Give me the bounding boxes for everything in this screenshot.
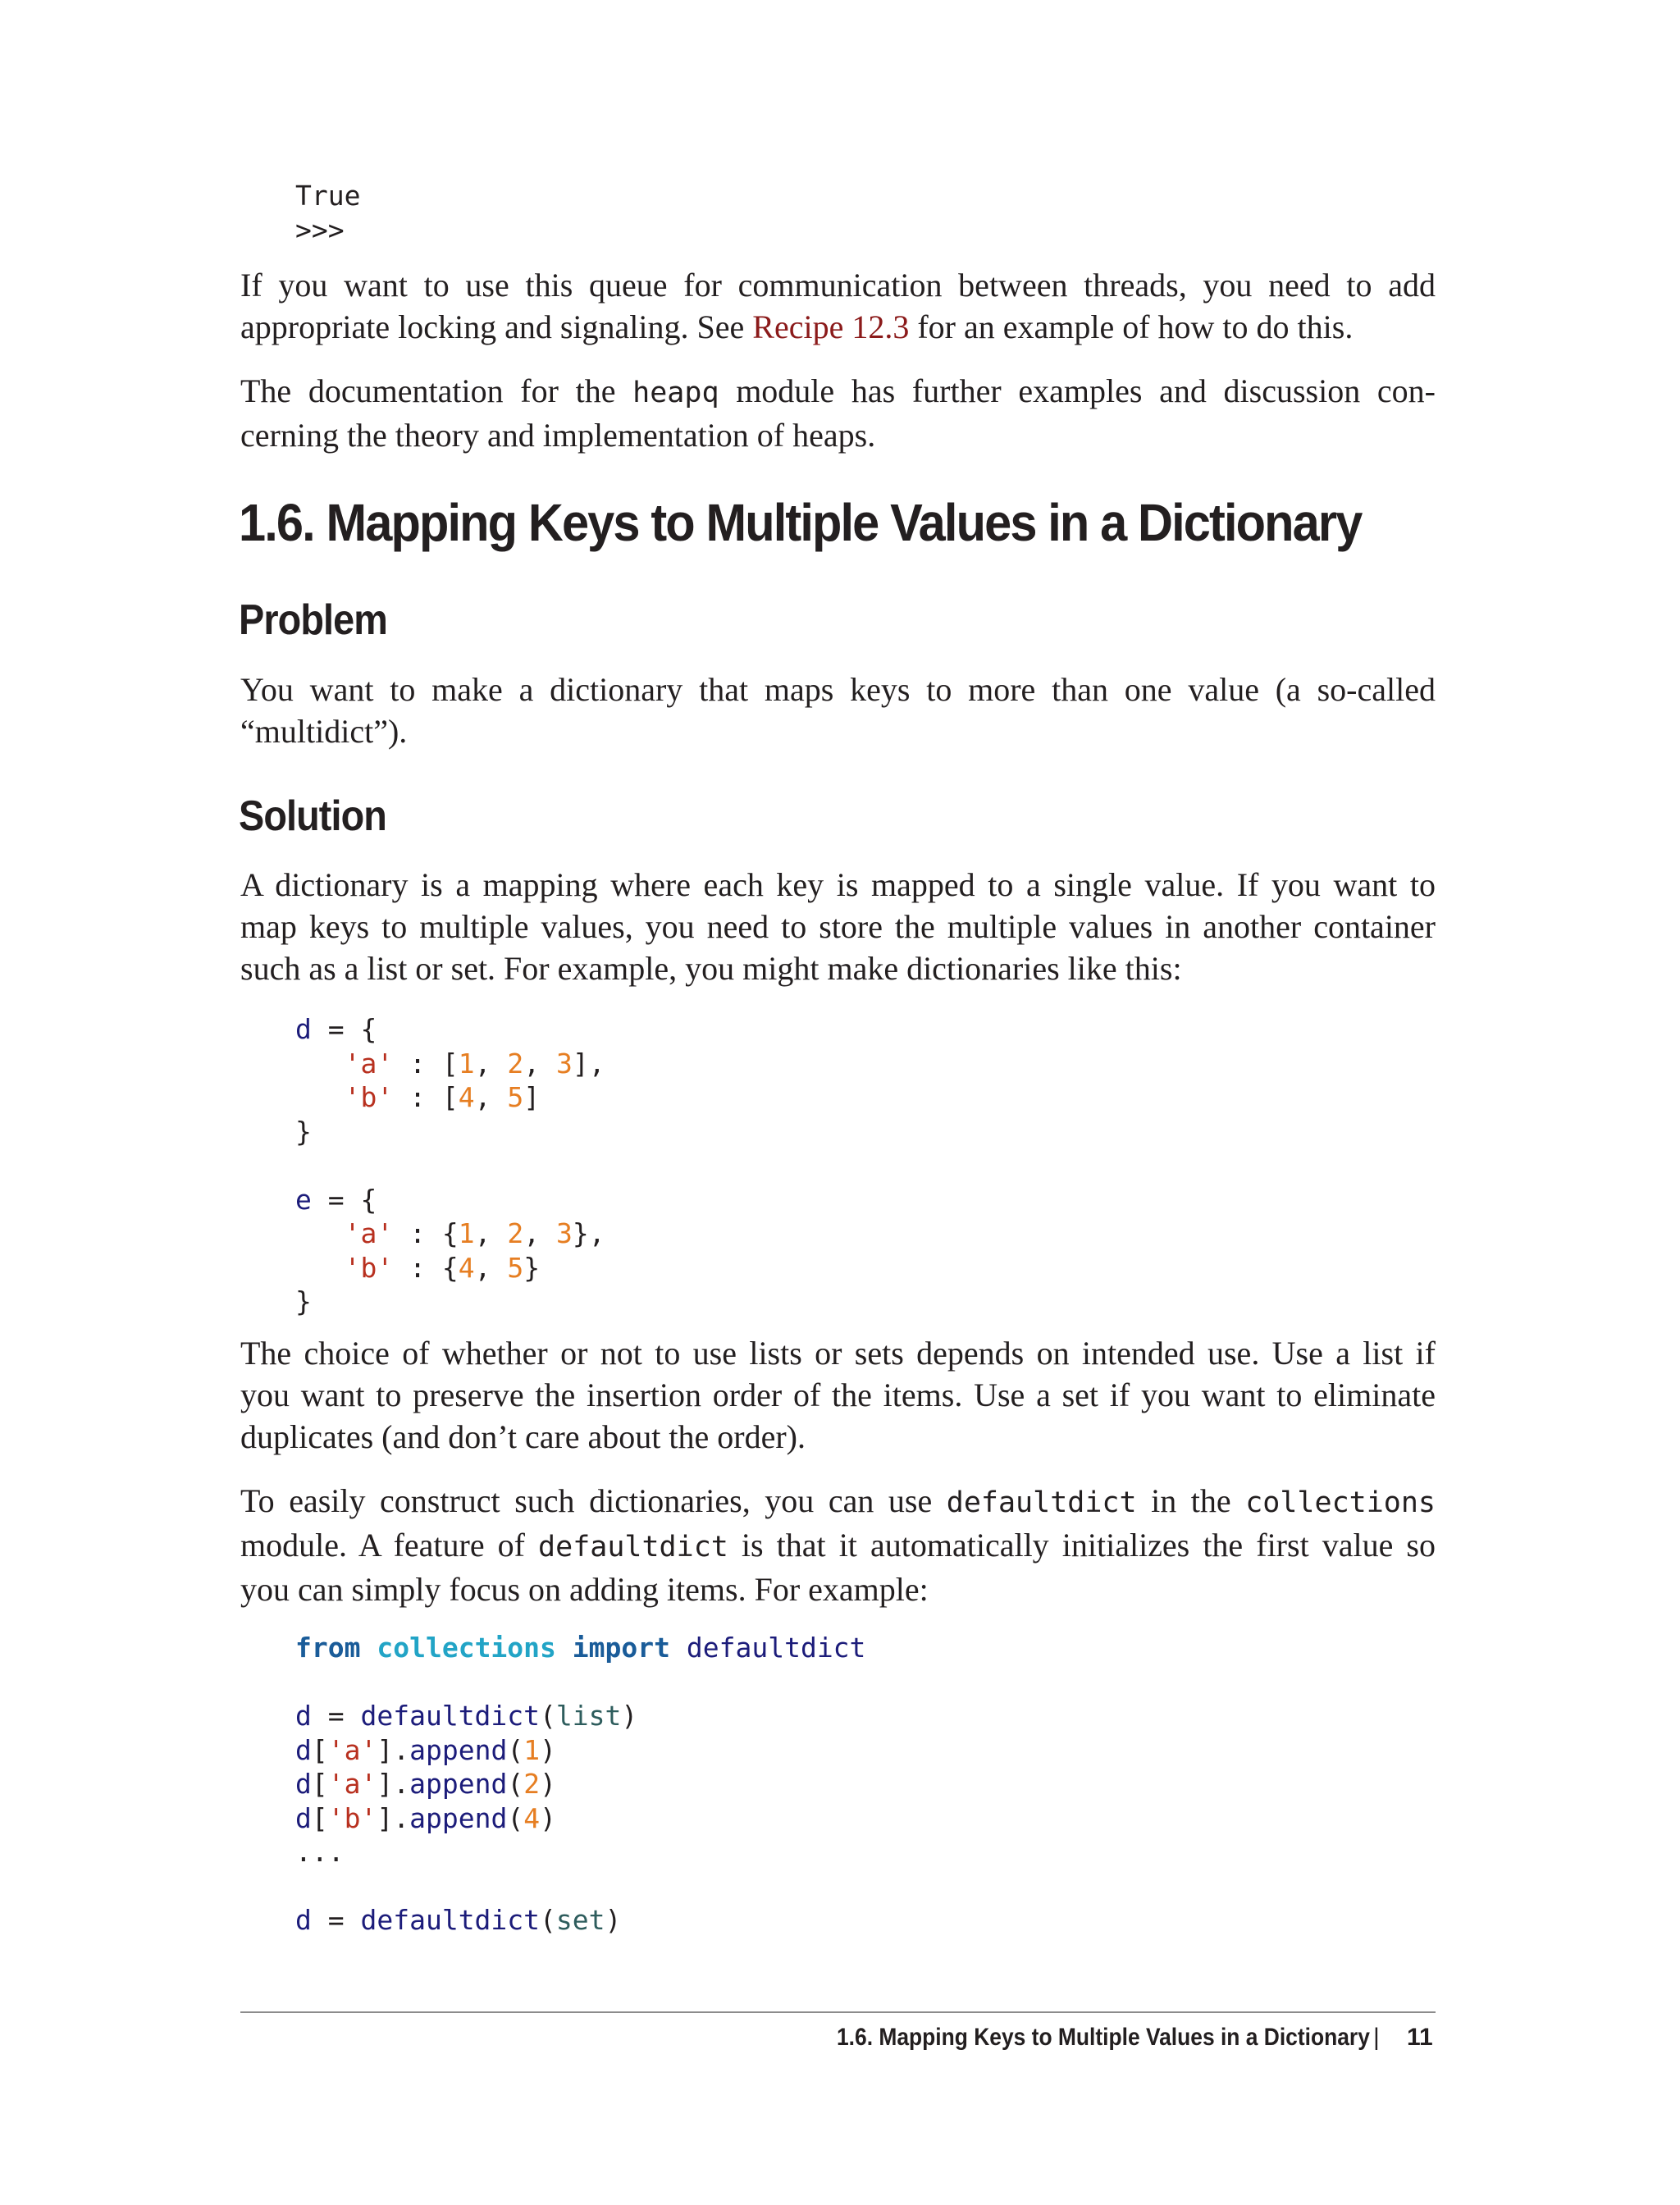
text-line: duplicates (and don’t care about the order). [240, 1418, 806, 1455]
code-token: d [295, 1768, 312, 1800]
text-run: appropriate locking and signaling. See [240, 308, 753, 345]
code-token: 3 [555, 1217, 573, 1249]
code-token: append [409, 1801, 508, 1834]
code-token: list [555, 1700, 622, 1732]
text-line [240, 1524, 1436, 1568]
code-token: ... [295, 1836, 345, 1868]
text-run: module. A feature of [240, 1527, 539, 1564]
inline-code: defaultdict [538, 1531, 728, 1564]
code-token: d [295, 1013, 312, 1045]
code-token: d [295, 1801, 312, 1834]
code-line: True [295, 180, 361, 212]
code-token: 4 [523, 1801, 541, 1834]
code-token: : [393, 1047, 442, 1080]
inline-code: defaultdict [946, 1486, 1137, 1519]
code-token: defaultdict [360, 1700, 541, 1732]
text-run: The documentation for the [240, 372, 633, 409]
code-token: e [295, 1183, 312, 1216]
code-token: defaultdict [686, 1632, 866, 1664]
code-token: append [409, 1768, 508, 1800]
text-run: module has further examples and discussion con- [719, 372, 1436, 409]
text-line [240, 308, 1353, 345]
code-token: append [409, 1733, 508, 1766]
text-line: such as a list or set. For example, you might make dictionaries like this: [240, 950, 1182, 987]
inline-code: collections [1245, 1486, 1436, 1519]
top-code-block [295, 179, 360, 247]
text-line: you want to preserve the insertion order of the items. Use a set if you want to eliminate [240, 1376, 1436, 1413]
code-token: 5 [507, 1081, 524, 1113]
code-token: 'b' [327, 1801, 377, 1834]
text-line [240, 1480, 1436, 1524]
text-run: is that it automatically initializes the first value so [728, 1527, 1436, 1564]
code-token: 4 [458, 1081, 475, 1113]
paragraph-solution [240, 864, 1436, 989]
code-token: 'b' [344, 1251, 394, 1284]
paragraph-choice [240, 1332, 1436, 1458]
code-token: : [393, 1081, 442, 1113]
problem-heading: Problem [239, 596, 387, 644]
paragraph-heapq [240, 370, 1436, 456]
code-token: : [393, 1217, 442, 1249]
text-line: You want to make a dictionary that maps keys to more than one value (a so-called [240, 671, 1436, 708]
code-token: = { [311, 1013, 377, 1045]
code-token: d [295, 1700, 312, 1732]
text-line: map keys to multiple values, you need to store the multiple values in another container [240, 908, 1436, 945]
solution-heading: Solution [239, 792, 386, 840]
text-line: A dictionary is a mapping where each key is mapped to a single value. If you want to [240, 866, 1436, 903]
code-token: 2 [507, 1047, 524, 1080]
footer-separator: | [1373, 2024, 1380, 2051]
code-token: d [295, 1904, 312, 1936]
code-line: >>> [295, 213, 345, 246]
code-token: : [393, 1251, 442, 1284]
text-line: you can simply focus on adding items. For example: [240, 1571, 929, 1608]
code-token: 2 [507, 1217, 524, 1249]
code-token: 'b' [344, 1081, 394, 1113]
code-token: 'a' [344, 1217, 394, 1249]
code-token: } [295, 1285, 312, 1317]
text-line: cerning the theory and implementation of heaps. [240, 417, 876, 454]
code-token: 5 [507, 1251, 524, 1284]
code-token: 'a' [327, 1768, 377, 1800]
code-token: 1 [523, 1733, 541, 1766]
paragraph-threads [240, 264, 1436, 348]
code-token: import [572, 1632, 670, 1664]
code-token: = { [311, 1183, 377, 1216]
text-run: To easily construct such dictionaries, you can use [240, 1482, 947, 1519]
recipe-link[interactable]: Recipe 12.3 [752, 308, 910, 345]
code-token: 2 [523, 1768, 541, 1800]
code-block-dicts: d = { 'a' : [1, 2, 3], 'b' : [4, 5] } e = { 'a' : {1, 2, 3}, 'b' : {4, 5} } [295, 1013, 605, 1317]
paragraph-problem [240, 669, 1436, 752]
code-token: 1 [458, 1217, 475, 1249]
code-token: from [295, 1632, 361, 1664]
code-token: 'a' [327, 1733, 377, 1766]
code-token: 3 [555, 1047, 573, 1080]
text-line [240, 370, 1436, 414]
running-footer-title: 1.6. Mapping Keys to Multiple Values in a Dictionary [837, 2024, 1370, 2051]
text-line: “multidict”). [240, 713, 408, 750]
code-token: 'a' [344, 1047, 394, 1080]
text-line: The choice of whether or not to use lists or sets depends on intended use. Use a list if [240, 1335, 1436, 1372]
text-line: If you want to use this queue for communication between threads, you need to add [240, 267, 1436, 304]
code-token: collections [377, 1632, 556, 1664]
code-token: 1 [458, 1047, 475, 1080]
section-title: 1.6. Mapping Keys to Multiple Values in a Dictionary [239, 493, 1362, 552]
code-token: set [555, 1904, 605, 1936]
page-number: 11 [1407, 2024, 1433, 2051]
code-token: 4 [458, 1251, 475, 1284]
text-run: in the [1136, 1482, 1246, 1519]
paragraph-defaultdict [240, 1480, 1436, 1610]
inline-code: heapq [632, 377, 719, 409]
footer-rule [240, 2011, 1436, 2013]
code-token: } [295, 1115, 312, 1148]
code-token: d [295, 1733, 312, 1766]
text-run: for an example of how to do this. [909, 308, 1354, 345]
code-token: defaultdict [360, 1904, 541, 1936]
code-block-defaultdict: from collections import defaultdict d = defaultdict(list) d['a'].append(1) d['a'].append(2) d['b'].append(4) ... d = defaultdict(set) [295, 1632, 866, 1936]
